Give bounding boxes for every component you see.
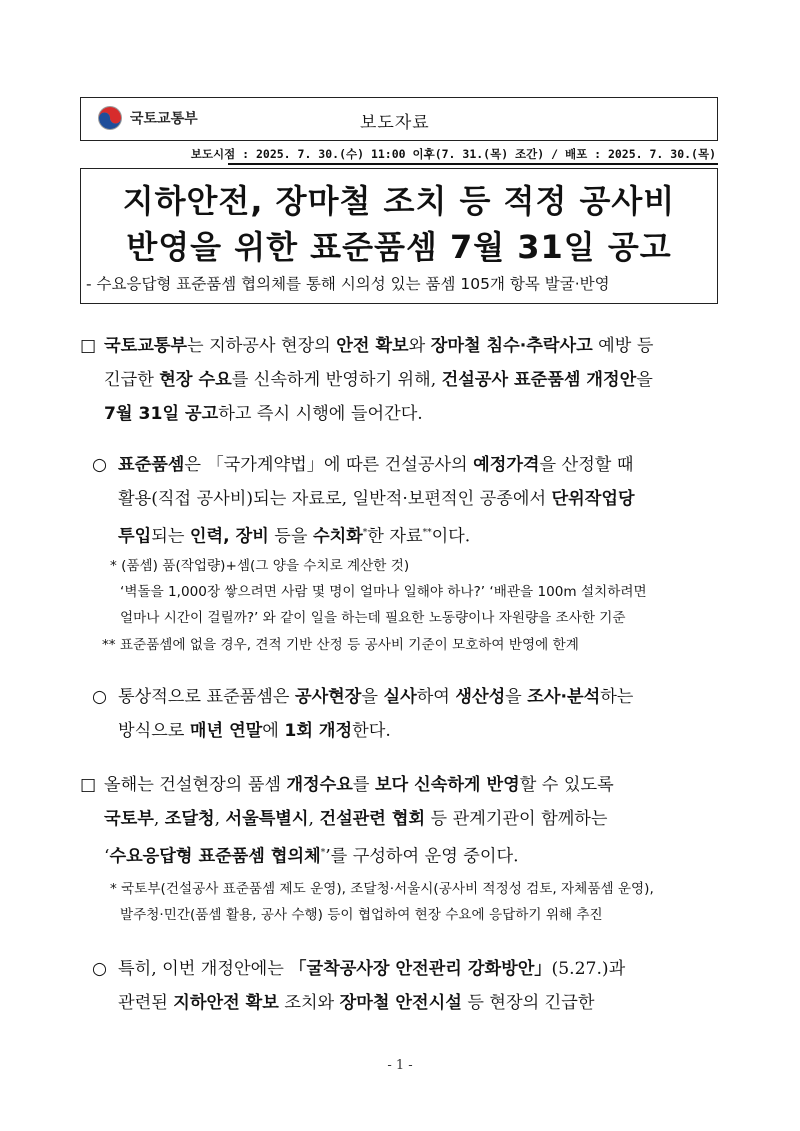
section-2-bullet: ○ (92, 455, 107, 475)
note-1-line-4: ** 표준품셈에 없을 경우, 견적 기반 산정 등 공사비 기준이 모호하여 반영에 한계 (102, 637, 579, 653)
ministry-logo (96, 104, 198, 132)
section-4-line-1: 올해는 건설현장의 품셈 개정수요를 보다 신속하게 반영할 수 있도록 (104, 775, 614, 795)
section-1-line-1: 국토교통부는 지하공사 현장의 안전 확보와 장마철 침수·추락사고 예방 등 (104, 336, 654, 356)
section-4-line-2: 국토부, 조달청, 서울특별시, 건설관련 협회 등 관계기관이 함께하는 (104, 809, 608, 829)
note-1-line-2: ‘벽돌을 1,000장 쌓으려면 사람 몇 명이 얼마나 일해야 하나?’ ‘배관을 100m 설치하려면 (120, 584, 647, 600)
section-5-line-2: 관련된 지하안전 확보 조치와 장마철 안전시설 등 현장의 긴급한 (118, 993, 595, 1013)
section-3-bullet: ○ (92, 687, 107, 707)
section-5-bullet: ○ (92, 959, 107, 979)
section-1-line-3: 7월 31일 공고하고 즉시 시행에 들어간다. (104, 404, 423, 424)
section-2-line-2: 활용(직접 공사비)되는 자료로, 일반적·보편적인 공종에서 단위작업당 (118, 489, 635, 509)
ministry-name: 국토교통부 (130, 111, 198, 127)
release-underline (228, 163, 718, 165)
subtitle: - 수요응답형 표준품셈 협의체를 통해 시의성 있는 품셈 105개 항목 발굴·반영 (86, 275, 610, 293)
headline-line-1: 지하안전, 장마철 조치 등 적정 공사비 (122, 182, 676, 220)
release-info: 보도시점 : 2025. 7. 30.(수) 11:00 이후(7. 31.(목) 조간) / 배포 : 2025. 7. 30.(목) (190, 147, 716, 161)
note-1-line-3: 얼마나 시간이 걸릴까?’ 와 같이 일을 하는데 필요한 노동량이나 자원량을 조사한 기준 (120, 610, 626, 626)
note-2-line-2: 발주청·민간(품셈 활용, 공사 수행) 등이 협업하여 현장 수요에 응답하기 위해 추진 (120, 907, 603, 923)
section-2-line-1: 표준품셈은 「국가계약법」에 따른 건설공사의 예정가격을 산정할 때 (118, 455, 634, 475)
section-4-line-3: ‘수요응답형 표준품셈 협의체*’를 구성하여 운영 중이다. (104, 846, 519, 867)
ministry-emblem-icon (96, 104, 124, 132)
section-2-line-3: 투입되는 인력, 장비 등을 수치화*한 자료**이다. (118, 526, 471, 547)
headline-line-2: 반영을 위한 표준품셈 7월 31일 공고 (126, 228, 672, 266)
document-type: 보도자료 (360, 113, 430, 133)
section-3-line-1: 통상적으로 표준품셈은 공사현장을 실사하여 생산성을 조사·분석하는 (118, 687, 634, 707)
page-number: - 1 - (387, 1058, 413, 1073)
note-2-line-1: * 국토부(건설공사 표준품셈 제도 운영), 조달청·서울시(공사비 적정성 검토, 자체품셈 운영), (110, 881, 654, 897)
note-1-line-1: * (품셈) 품(작업량)+셈(그 양을 수치로 계산한 것) (110, 558, 410, 574)
section-3-line-2: 방식으로 매년 연말에 1회 개정한다. (118, 721, 391, 741)
section-4-bullet: □ (80, 775, 97, 795)
section-1-bullet: □ (80, 336, 97, 356)
section-1-line-2: 긴급한 현장 수요를 신속하게 반영하기 위해, 건설공사 표준품셈 개정안을 (104, 370, 653, 390)
section-5-line-1: 특히, 이번 개정안에는 「굴착공사장 안전관리 강화방안」(5.27.)과 (118, 959, 626, 979)
